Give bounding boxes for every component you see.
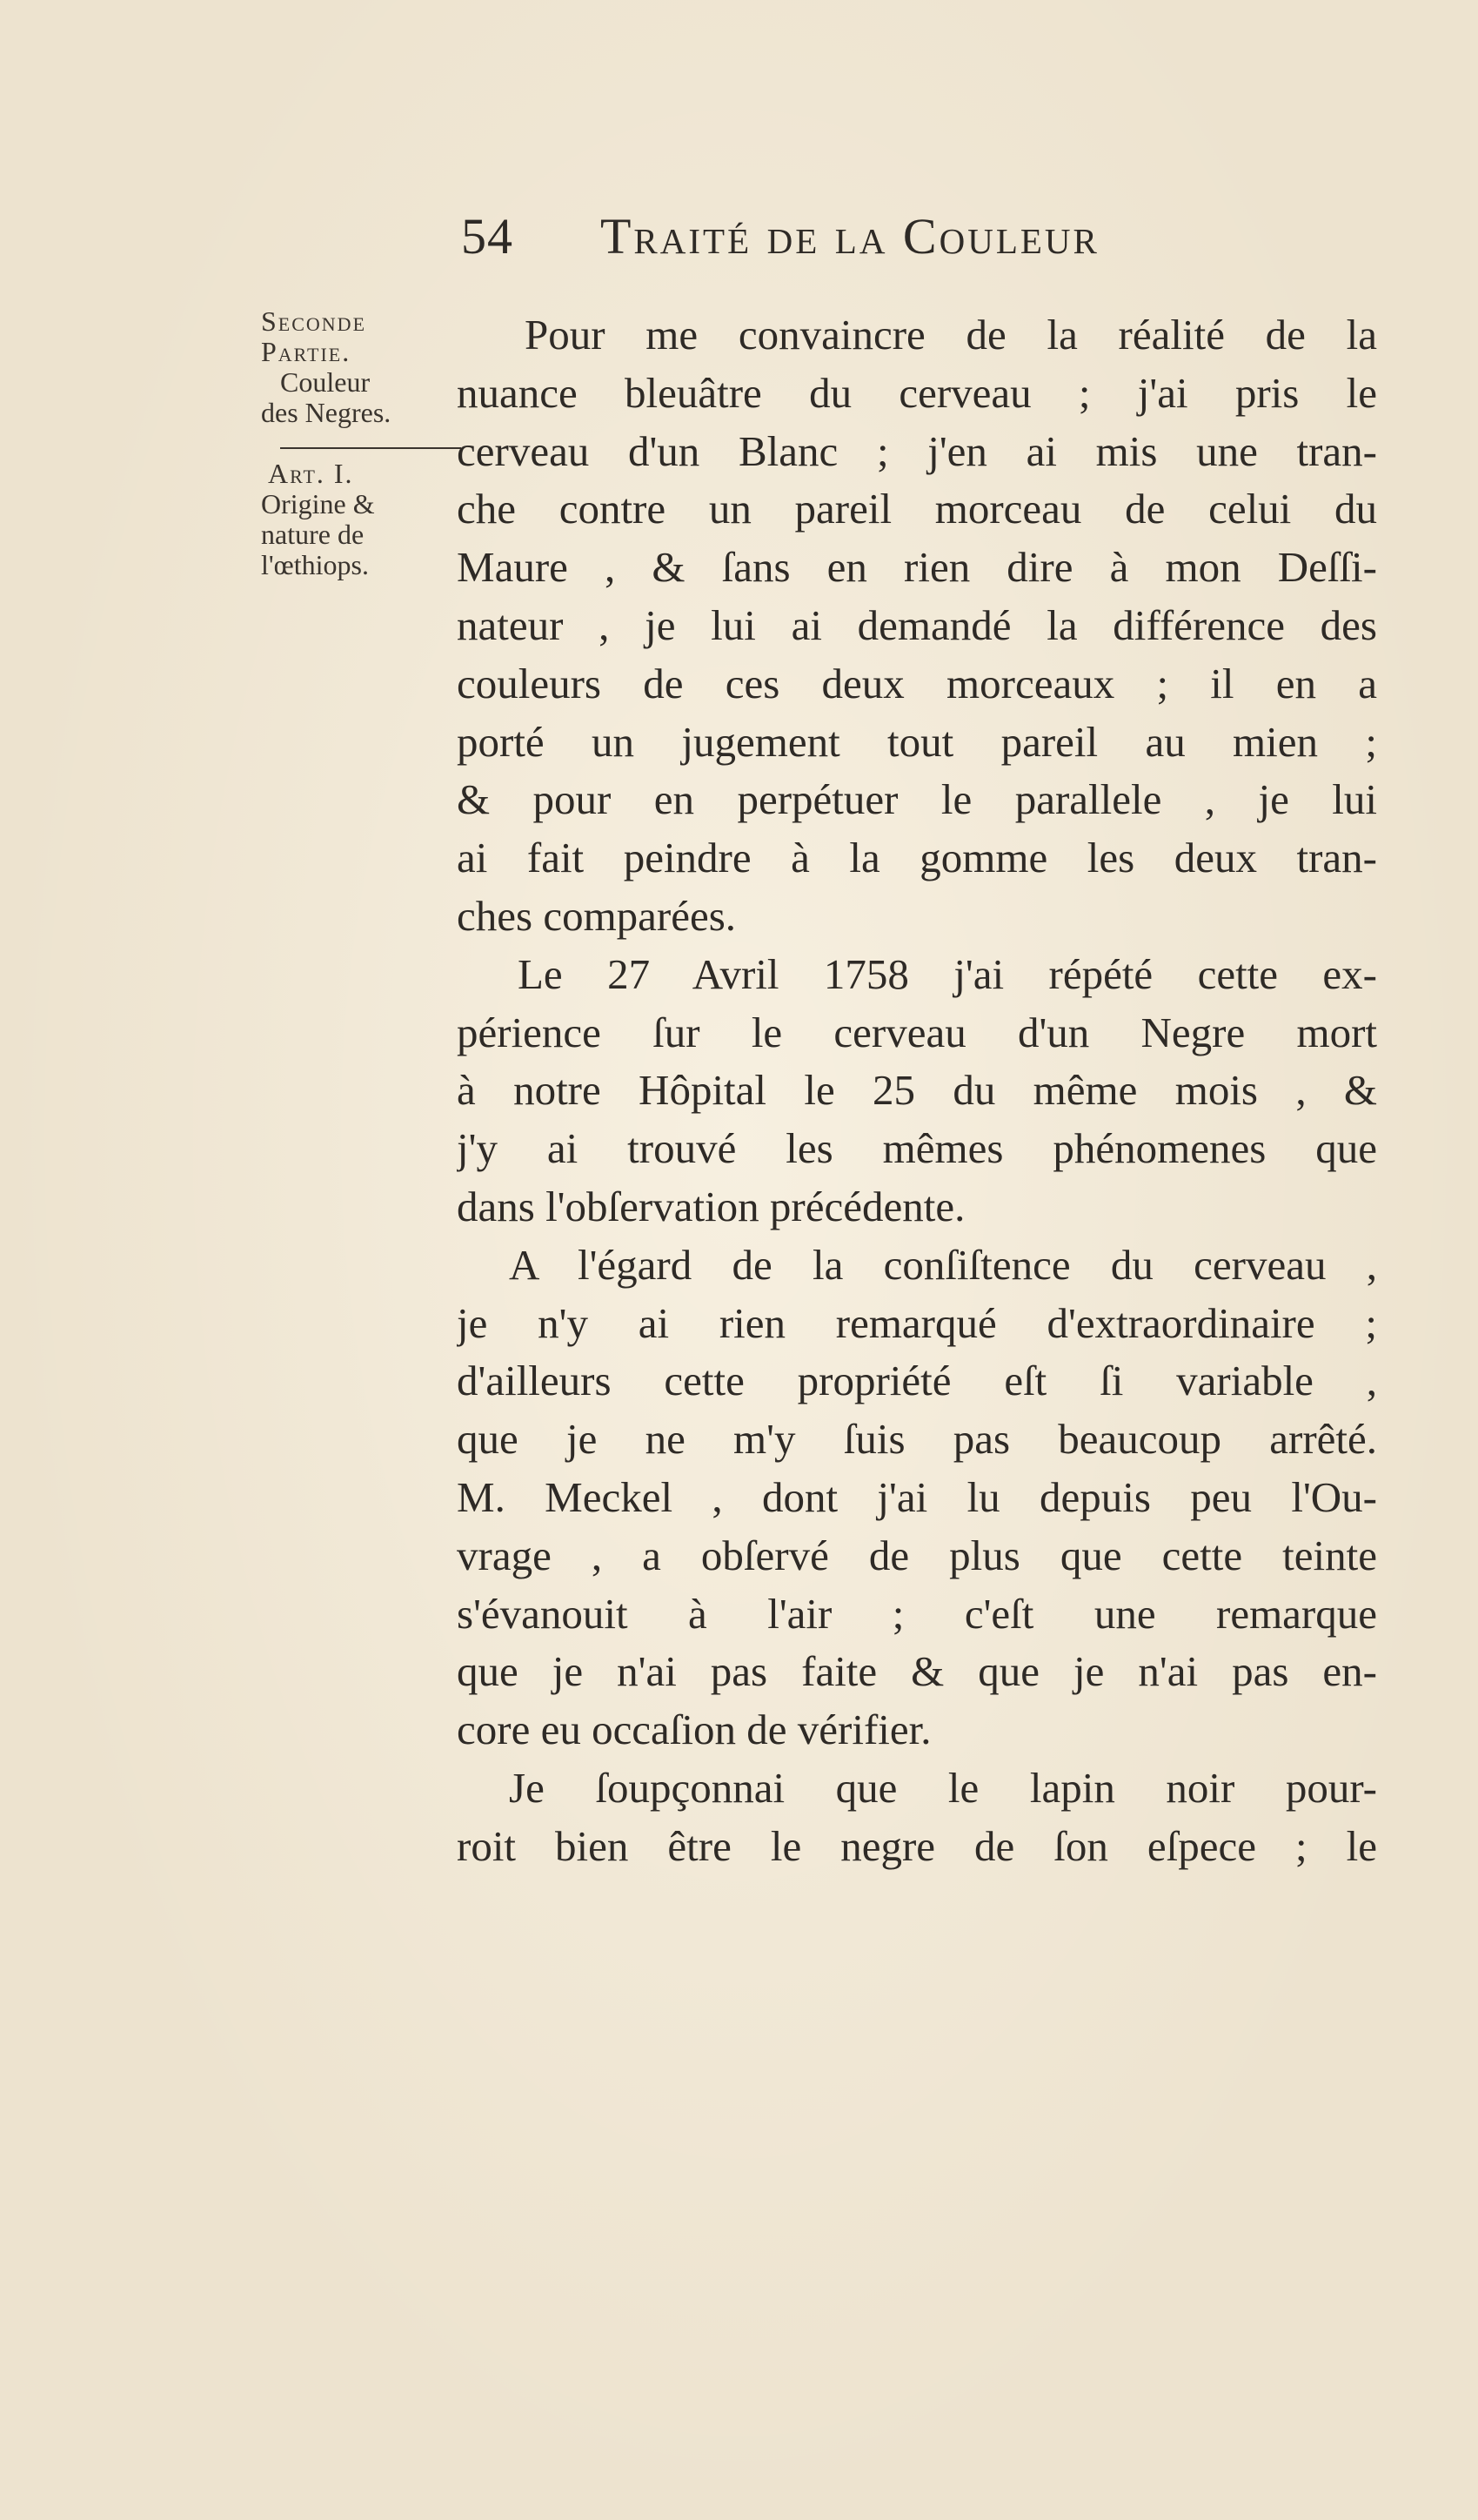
- text-line: à notre Hôpital le 25 du même mois , &: [457, 1066, 1377, 1115]
- margin-note-part: Seconde: [261, 305, 367, 337]
- text-line: périence ſur le cerveau d'un Negre mort: [457, 1008, 1377, 1056]
- text-line: porté un jugement tout pareil au mien ;: [457, 717, 1377, 766]
- margin-note-divider: [261, 428, 461, 459]
- text-line: che contre un pareil morceau de celui du: [457, 485, 1377, 533]
- margin-note-subject-cont: nature de: [261, 519, 364, 550]
- text-line: ches comparées.: [457, 891, 737, 940]
- text-line: cerveau d'un Blanc ; j'en ai mis une tran-: [457, 426, 1377, 475]
- text-line: j'y ai trouvé les mêmes phénomenes que: [457, 1124, 1377, 1173]
- text-line: A l'égard de la conſiſtence du cerveau ,: [509, 1240, 1377, 1289]
- margin-note-topic-cont: des Negres.: [261, 397, 391, 428]
- text-line: je n'y ai rien remarqué d'extraordinaire ;: [457, 1298, 1377, 1347]
- margin-note-subject: Origine &: [261, 488, 375, 519]
- text-line: nateur , je lui ai demandé la différence des: [457, 600, 1377, 649]
- text-line: que je n'ai pas faite & que je n'ai pas en-: [457, 1647, 1377, 1696]
- text-line: d'ailleurs cette propriété eſt ſi variable ,: [457, 1357, 1377, 1405]
- body-text: [457, 306, 1377, 1876]
- text-line: s'évanouit à l'air ; c'eſt une remarque: [457, 1589, 1377, 1638]
- page-number: 54: [461, 208, 513, 265]
- text-line: & pour en perpétuer le parallele , je lui: [457, 775, 1377, 824]
- margin-note-topic: Couleur: [280, 366, 371, 398]
- text-line: Pour me convaincre de la réalité de la: [525, 311, 1377, 359]
- text-line: M. Meckel , dont j'ai lu depuis peu l'Ou-: [457, 1472, 1377, 1521]
- text-line: ai fait peindre à la gomme les deux tran-: [457, 834, 1377, 882]
- text-line: couleurs de ces deux morceaux ; il en a: [457, 659, 1377, 707]
- running-title: Traité de la Couleur: [600, 208, 1100, 265]
- text-line: nuance bleuâtre du cerveau ; j'ai pris le: [457, 368, 1377, 417]
- text-line: que je ne m'y ſuis pas beaucoup arrêté.: [457, 1415, 1377, 1464]
- text-line: dans l'obſervation précédente.: [457, 1182, 966, 1230]
- margin-notes: [261, 306, 461, 580]
- margin-note-part-label: Partie.: [261, 336, 351, 367]
- text-line: Maure , & ſans en rien dire à mon Deſſi-: [457, 543, 1377, 592]
- page-header: [461, 207, 1296, 277]
- text-line: Je ſoupçonnai que le lapin noir pour-: [509, 1763, 1377, 1812]
- margin-note-subject-end: l'œthiops.: [261, 549, 369, 580]
- text-line: vrage , a obſervé de plus que cette teinte: [457, 1531, 1377, 1579]
- text-line: core eu occaſion de vérifier.: [457, 1706, 932, 1754]
- text-line: Le 27 Avril 1758 j'ai répété cette ex-: [518, 949, 1377, 998]
- text-line: roit bien être le negre de ſon eſpece ; le: [457, 1821, 1377, 1870]
- margin-note-article: Art. I.: [268, 458, 354, 489]
